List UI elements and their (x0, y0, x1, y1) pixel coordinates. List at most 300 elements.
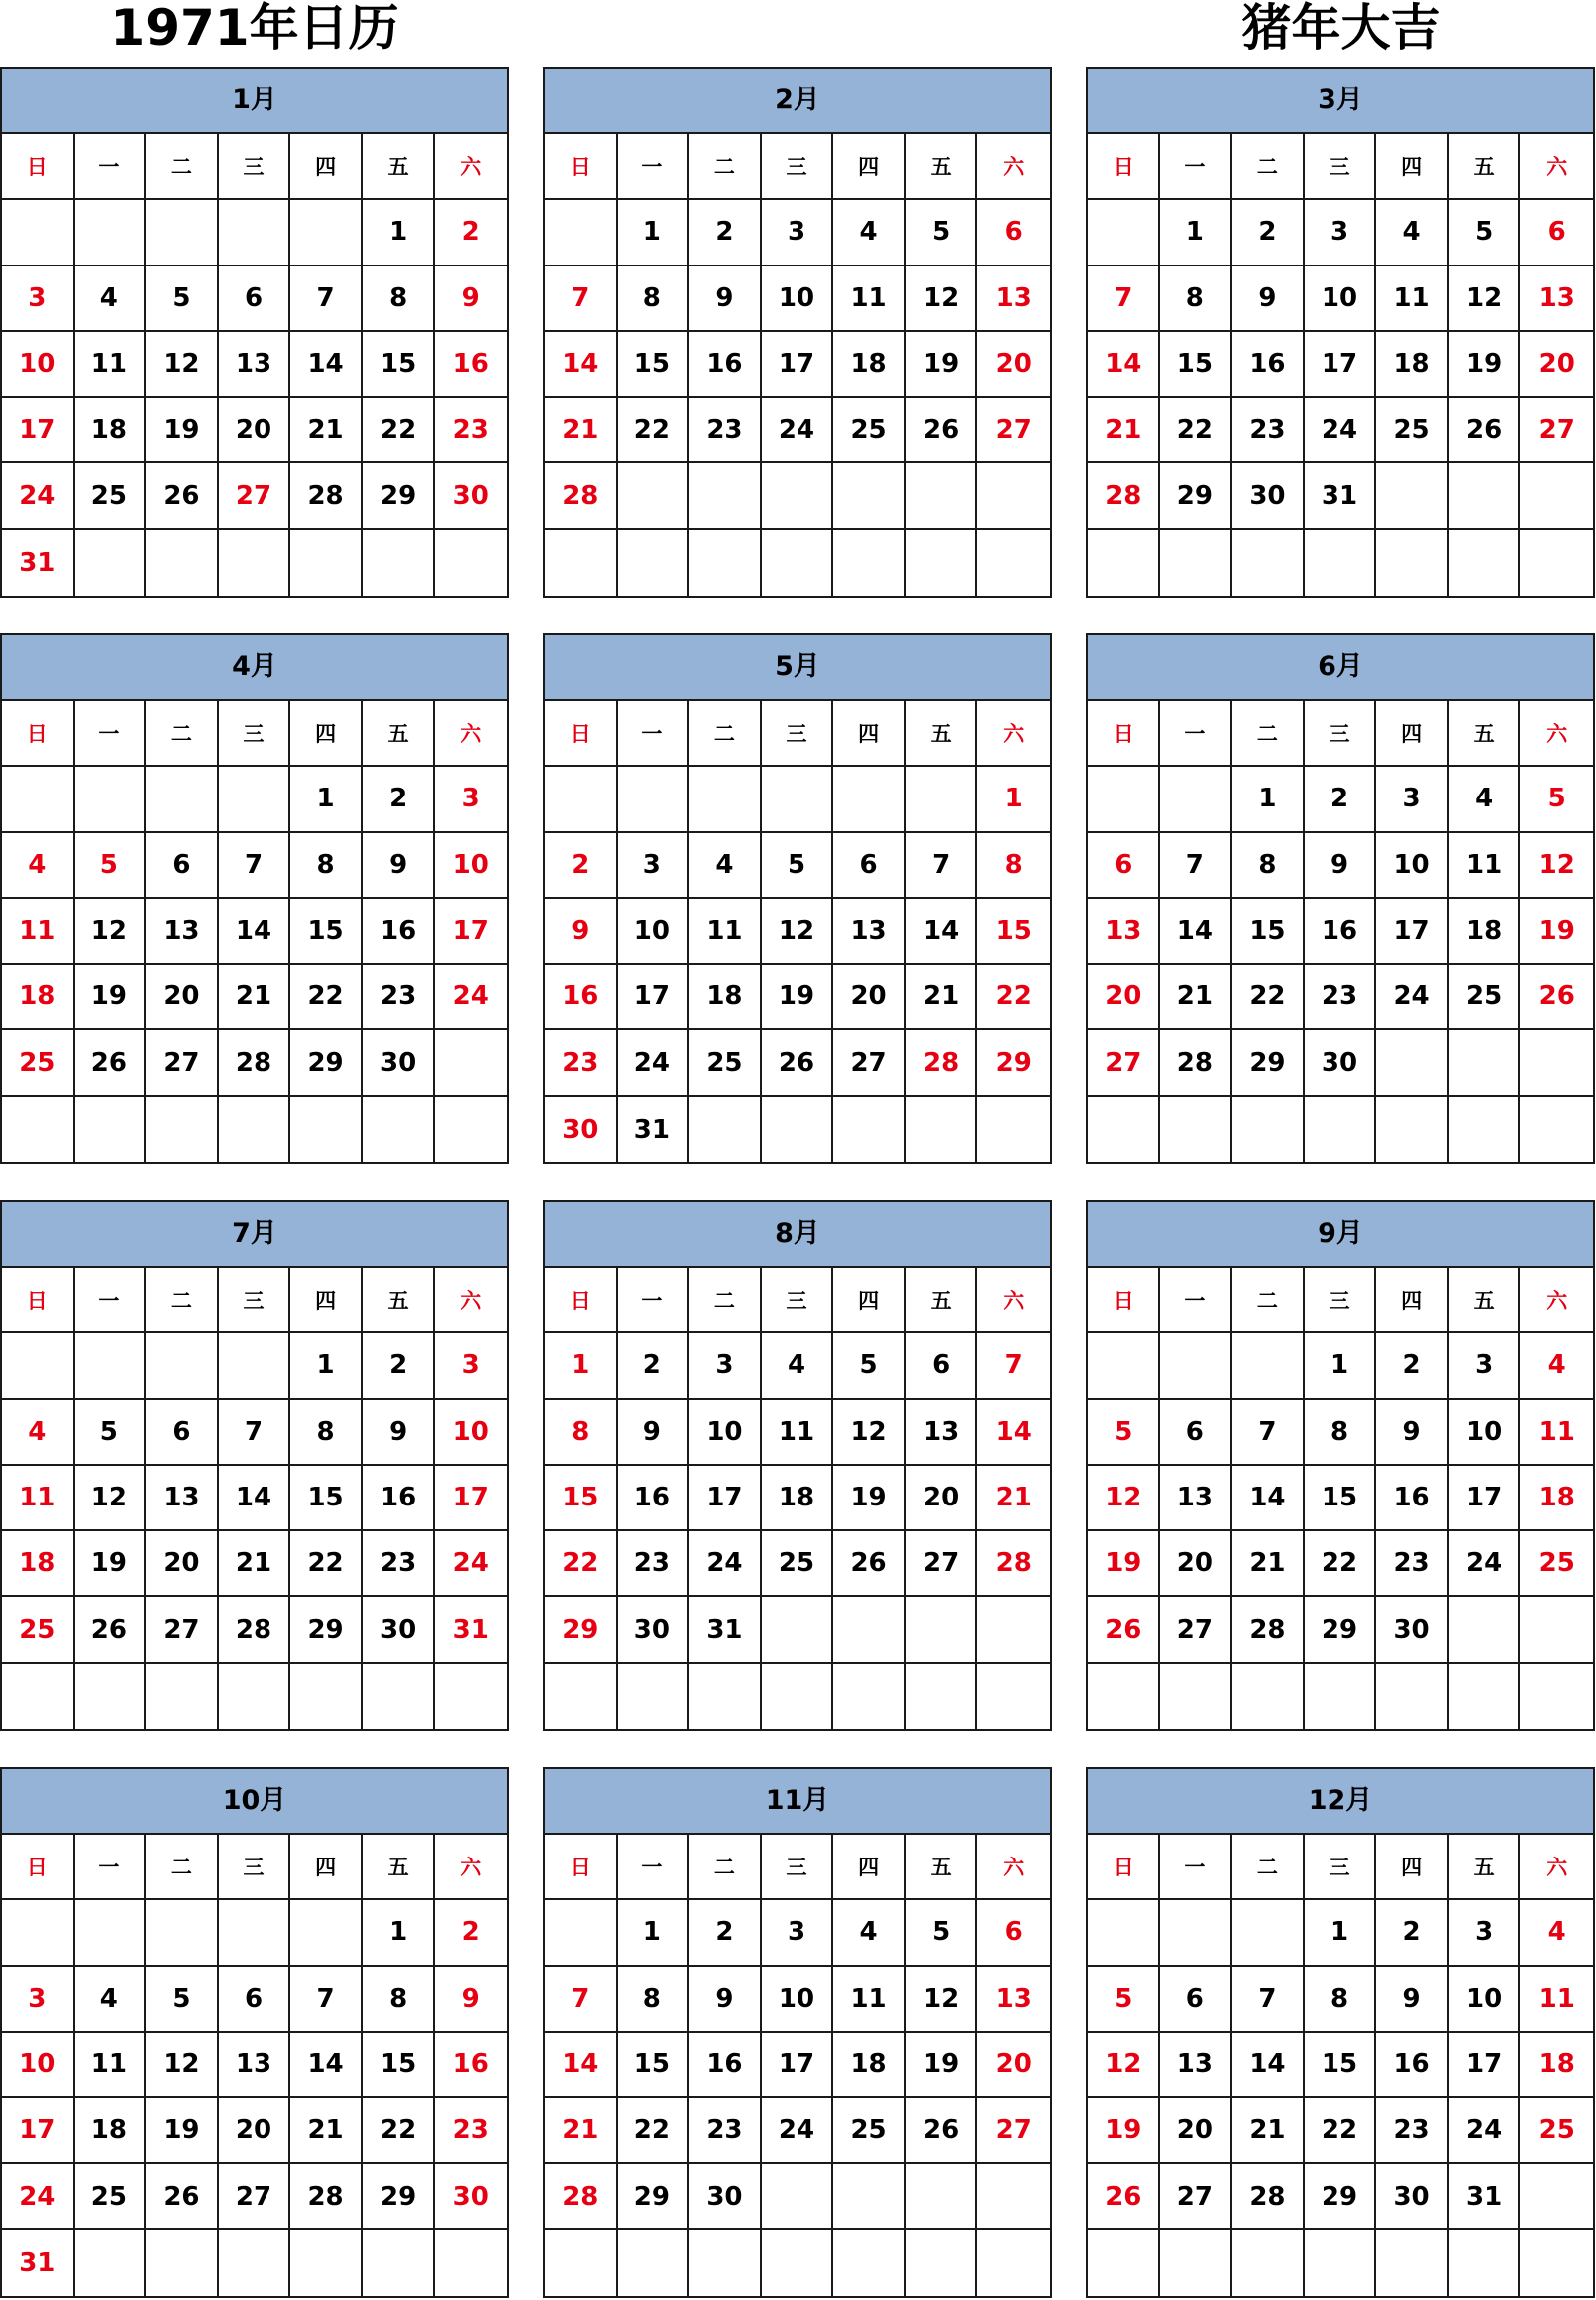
day-cell: 17 (435, 1466, 507, 1531)
day-cell: 29 (290, 1030, 363, 1096)
day-cell: 22 (290, 965, 363, 1030)
day-cell: 20 (977, 2033, 1050, 2098)
day-cell: 2 (435, 1900, 507, 1966)
day-cell: 14 (290, 2033, 363, 2098)
empty-cell (2, 767, 75, 832)
day-cell: 2 (363, 1333, 436, 1399)
day-cell: 15 (618, 2033, 690, 2098)
day-cell: 12 (1520, 833, 1593, 899)
day-cell: 4 (1449, 767, 1521, 832)
day-cell: 1 (977, 767, 1050, 832)
day-cell: 24 (762, 398, 834, 463)
day-cell: 8 (290, 833, 363, 899)
empty-cell (833, 463, 906, 529)
day-cell: 20 (977, 332, 1050, 398)
empty-cell (219, 1900, 291, 1966)
month-title: 9月 (1088, 1202, 1593, 1268)
day-cell: 19 (906, 2033, 978, 2098)
month-title: 1月 (2, 69, 507, 134)
day-cell: 9 (618, 1400, 690, 1466)
day-grid (545, 701, 1050, 1162)
month-calendar (543, 633, 1052, 1164)
day-cell: 3 (435, 767, 507, 832)
day-grid (2, 134, 507, 596)
day-cell: 16 (618, 1466, 690, 1531)
empty-cell (146, 530, 219, 596)
day-cell: 4 (833, 200, 906, 265)
empty-cell (1520, 1664, 1593, 1729)
day-cell: 30 (435, 2164, 507, 2229)
day-cell: 26 (906, 398, 978, 463)
day-cell: 18 (1449, 899, 1521, 965)
day-cell: 29 (1305, 2164, 1377, 2229)
day-cell: 13 (219, 332, 291, 398)
day-cell: 15 (363, 2033, 436, 2098)
empty-cell (1160, 1664, 1233, 1729)
empty-cell (762, 2230, 834, 2296)
day-cell: 22 (977, 965, 1050, 1030)
day-cell: 31 (689, 1597, 762, 1663)
month-calendar (1086, 1767, 1595, 2298)
weekday-header: 五 (1449, 1835, 1521, 1900)
day-cell: 31 (1305, 463, 1377, 529)
day-grid (545, 1268, 1050, 1729)
day-cell: 28 (290, 463, 363, 529)
empty-cell (75, 2230, 147, 2296)
weekday-header: 二 (1232, 1835, 1305, 1900)
empty-cell (545, 767, 618, 832)
day-cell: 21 (290, 398, 363, 463)
empty-cell (1088, 200, 1160, 265)
day-cell: 13 (906, 1400, 978, 1466)
day-cell: 23 (435, 2098, 507, 2164)
day-cell: 5 (146, 266, 219, 332)
empty-cell (75, 1664, 147, 1729)
day-cell: 27 (833, 1030, 906, 1096)
weekday-header: 四 (833, 701, 906, 767)
empty-cell (363, 530, 436, 596)
empty-cell (1232, 2230, 1305, 2296)
day-cell: 8 (1232, 833, 1305, 899)
empty-cell (75, 1333, 147, 1399)
day-cell: 26 (833, 1531, 906, 1597)
weekday-header: 一 (618, 1835, 690, 1900)
day-cell: 25 (1376, 398, 1449, 463)
month-calendar (1086, 1200, 1595, 1731)
day-cell: 24 (435, 965, 507, 1030)
empty-cell (219, 767, 291, 832)
weekday-header: 二 (146, 134, 219, 200)
day-cell: 28 (906, 1030, 978, 1096)
day-cell: 17 (435, 899, 507, 965)
day-cell: 5 (146, 1967, 219, 2033)
empty-cell (1088, 530, 1160, 596)
day-cell: 10 (762, 266, 834, 332)
weekday-header: 日 (545, 134, 618, 200)
empty-cell (906, 2230, 978, 2296)
day-cell: 28 (545, 463, 618, 529)
day-cell: 22 (1305, 1531, 1377, 1597)
day-cell: 9 (545, 899, 618, 965)
day-cell: 6 (146, 833, 219, 899)
empty-cell (762, 1597, 834, 1663)
day-cell: 19 (75, 965, 147, 1030)
empty-cell (219, 530, 291, 596)
month-calendar (1086, 633, 1595, 1164)
day-cell: 30 (618, 1597, 690, 1663)
month-title: 10月 (2, 1769, 507, 1835)
day-cell: 20 (1160, 2098, 1233, 2164)
empty-cell (906, 530, 978, 596)
day-cell: 1 (618, 200, 690, 265)
day-cell: 30 (689, 2164, 762, 2229)
month-title: 2月 (545, 69, 1050, 134)
day-cell: 4 (2, 833, 75, 899)
day-cell: 30 (363, 1030, 436, 1096)
day-cell: 28 (545, 2164, 618, 2229)
weekday-header: 五 (363, 701, 436, 767)
empty-cell (290, 1664, 363, 1729)
day-grid (545, 1835, 1050, 2296)
empty-cell (146, 1097, 219, 1162)
day-cell: 23 (1232, 398, 1305, 463)
day-cell: 12 (906, 1967, 978, 2033)
weekday-header: 六 (1520, 701, 1593, 767)
day-cell: 14 (219, 899, 291, 965)
day-cell: 14 (977, 1400, 1050, 1466)
day-cell: 23 (1305, 965, 1377, 1030)
day-cell: 7 (1088, 266, 1160, 332)
weekday-header: 六 (977, 1268, 1050, 1333)
day-cell: 22 (1232, 965, 1305, 1030)
weekday-header: 日 (1088, 701, 1160, 767)
day-cell: 16 (363, 899, 436, 965)
day-cell: 9 (1376, 1967, 1449, 2033)
day-cell: 10 (1449, 1967, 1521, 2033)
weekday-header: 一 (618, 1268, 690, 1333)
day-cell: 11 (833, 1967, 906, 2033)
weekday-header: 二 (1232, 134, 1305, 200)
day-cell: 20 (146, 965, 219, 1030)
day-cell: 7 (906, 833, 978, 899)
day-cell: 24 (1449, 1531, 1521, 1597)
page-slogan: 猪年大吉 (1241, 0, 1441, 57)
day-cell: 16 (689, 332, 762, 398)
day-cell: 11 (75, 2033, 147, 2098)
day-cell: 22 (363, 398, 436, 463)
empty-cell (762, 1664, 834, 1729)
day-cell: 21 (906, 965, 978, 1030)
day-cell: 23 (363, 1531, 436, 1597)
empty-cell (1449, 530, 1521, 596)
empty-cell (146, 2230, 219, 2296)
month-calendar (543, 67, 1052, 598)
day-cell: 11 (1376, 266, 1449, 332)
weekday-header: 二 (689, 1835, 762, 1900)
empty-cell (146, 1900, 219, 1966)
day-cell: 4 (833, 1900, 906, 1966)
day-cell: 27 (1160, 2164, 1233, 2229)
day-cell: 11 (833, 266, 906, 332)
weekday-header: 五 (363, 1268, 436, 1333)
day-cell: 30 (1376, 2164, 1449, 2229)
weekday-header: 三 (1305, 701, 1377, 767)
day-cell: 16 (1305, 899, 1377, 965)
day-cell: 5 (1449, 200, 1521, 265)
day-cell: 4 (75, 1967, 147, 2033)
day-cell: 7 (545, 1967, 618, 2033)
day-cell: 25 (2, 1597, 75, 1663)
weekday-header: 日 (2, 701, 75, 767)
empty-cell (290, 1900, 363, 1966)
day-cell: 25 (1520, 1531, 1593, 1597)
empty-cell (833, 767, 906, 832)
day-cell: 15 (363, 332, 436, 398)
empty-cell (1305, 1664, 1377, 1729)
empty-cell (219, 1333, 291, 1399)
day-cell: 11 (2, 899, 75, 965)
empty-cell (219, 200, 291, 265)
empty-cell (435, 1097, 507, 1162)
empty-cell (1520, 530, 1593, 596)
day-cell: 28 (1232, 2164, 1305, 2229)
empty-cell (1449, 1030, 1521, 1096)
day-cell: 15 (1305, 1466, 1377, 1531)
day-cell: 16 (1376, 1466, 1449, 1531)
day-grid (1088, 1835, 1593, 2296)
day-cell: 27 (977, 2098, 1050, 2164)
day-cell: 31 (2, 530, 75, 596)
day-cell: 3 (1305, 200, 1377, 265)
day-cell: 1 (1160, 200, 1233, 265)
day-cell: 6 (1160, 1967, 1233, 2033)
day-cell: 13 (146, 899, 219, 965)
empty-cell (290, 1097, 363, 1162)
weekday-header: 二 (1232, 701, 1305, 767)
day-cell: 27 (977, 398, 1050, 463)
empty-cell (1305, 1097, 1377, 1162)
weekday-header: 三 (219, 1268, 291, 1333)
day-cell: 19 (906, 332, 978, 398)
day-cell: 20 (146, 1531, 219, 1597)
day-cell: 9 (689, 1967, 762, 2033)
day-cell: 12 (833, 1400, 906, 1466)
empty-cell (977, 1097, 1050, 1162)
empty-cell (1088, 1097, 1160, 1162)
day-cell: 11 (1449, 833, 1521, 899)
day-cell: 7 (977, 1333, 1050, 1399)
day-cell: 26 (762, 1030, 834, 1096)
day-cell: 10 (435, 1400, 507, 1466)
empty-cell (363, 1097, 436, 1162)
weekday-header: 一 (75, 1835, 147, 1900)
day-cell: 19 (1520, 899, 1593, 965)
day-cell: 6 (219, 266, 291, 332)
weekday-header: 三 (762, 134, 834, 200)
day-cell: 24 (2, 463, 75, 529)
empty-cell (1520, 463, 1593, 529)
day-cell: 10 (1449, 1400, 1521, 1466)
weekday-header: 五 (906, 1268, 978, 1333)
empty-cell (977, 1597, 1050, 1663)
day-cell: 20 (1520, 332, 1593, 398)
day-cell: 25 (1520, 2098, 1593, 2164)
day-cell: 17 (762, 332, 834, 398)
day-cell: 8 (545, 1400, 618, 1466)
day-cell: 8 (618, 1967, 690, 2033)
empty-cell (1305, 530, 1377, 596)
day-cell: 12 (1449, 266, 1521, 332)
empty-cell (1376, 2230, 1449, 2296)
day-cell: 17 (1376, 899, 1449, 965)
weekday-header: 二 (146, 701, 219, 767)
day-cell: 28 (290, 2164, 363, 2229)
empty-cell (1088, 2230, 1160, 2296)
day-cell: 30 (545, 1097, 618, 1162)
day-cell: 3 (618, 833, 690, 899)
empty-cell (1376, 1030, 1449, 1096)
day-cell: 23 (363, 965, 436, 1030)
weekday-header: 三 (762, 1268, 834, 1333)
day-cell: 3 (435, 1333, 507, 1399)
day-cell: 14 (545, 2033, 618, 2098)
day-cell: 6 (1088, 833, 1160, 899)
weekday-header: 四 (833, 134, 906, 200)
day-cell: 8 (618, 266, 690, 332)
weekday-header: 五 (1449, 1268, 1521, 1333)
day-cell: 18 (833, 2033, 906, 2098)
empty-cell (2, 1097, 75, 1162)
day-cell: 4 (1520, 1333, 1593, 1399)
day-cell: 24 (2, 2164, 75, 2229)
day-cell: 9 (1305, 833, 1377, 899)
day-cell: 14 (1160, 899, 1233, 965)
day-cell: 5 (1088, 1967, 1160, 2033)
empty-cell (1160, 1900, 1233, 1966)
day-cell: 22 (618, 398, 690, 463)
month-title: 3月 (1088, 69, 1593, 134)
day-cell: 19 (146, 2098, 219, 2164)
day-cell: 1 (363, 1900, 436, 1966)
day-cell: 19 (1449, 332, 1521, 398)
day-cell: 14 (219, 1466, 291, 1531)
weekday-header: 六 (435, 1835, 507, 1900)
day-cell: 12 (75, 1466, 147, 1531)
day-cell: 15 (1232, 899, 1305, 965)
weekday-header: 二 (1232, 1268, 1305, 1333)
day-cell: 13 (146, 1466, 219, 1531)
day-cell: 12 (146, 332, 219, 398)
day-cell: 23 (689, 2098, 762, 2164)
day-cell: 6 (977, 200, 1050, 265)
day-grid (1088, 134, 1593, 596)
weekday-header: 五 (363, 134, 436, 200)
day-cell: 21 (219, 1531, 291, 1597)
empty-cell (75, 530, 147, 596)
day-cell: 24 (1376, 965, 1449, 1030)
empty-cell (545, 2230, 618, 2296)
day-cell: 28 (1088, 463, 1160, 529)
weekday-header: 三 (219, 1835, 291, 1900)
empty-cell (977, 1664, 1050, 1729)
empty-cell (833, 1664, 906, 1729)
day-cell: 2 (689, 1900, 762, 1966)
day-cell: 27 (1160, 1597, 1233, 1663)
weekday-header: 日 (2, 134, 75, 200)
day-cell: 7 (219, 833, 291, 899)
day-cell: 20 (1088, 965, 1160, 1030)
day-cell: 13 (977, 266, 1050, 332)
empty-cell (435, 2230, 507, 2296)
empty-cell (977, 2230, 1050, 2296)
weekday-header: 五 (906, 134, 978, 200)
empty-cell (1376, 1097, 1449, 1162)
empty-cell (906, 1597, 978, 1663)
day-cell: 24 (689, 1531, 762, 1597)
day-cell: 9 (1232, 266, 1305, 332)
weekday-header: 六 (1520, 134, 1593, 200)
empty-cell (2, 1333, 75, 1399)
day-cell: 25 (1449, 965, 1521, 1030)
day-cell: 21 (1232, 2098, 1305, 2164)
day-cell: 1 (290, 1333, 363, 1399)
day-cell: 23 (545, 1030, 618, 1096)
day-cell: 7 (1232, 1400, 1305, 1466)
day-cell: 3 (2, 1967, 75, 2033)
day-cell: 17 (2, 398, 75, 463)
month-calendar (0, 1200, 509, 1731)
empty-cell (290, 2230, 363, 2296)
empty-cell (833, 530, 906, 596)
day-cell: 31 (435, 1597, 507, 1663)
day-cell: 7 (290, 1967, 363, 2033)
day-cell: 20 (219, 2098, 291, 2164)
day-cell: 17 (689, 1466, 762, 1531)
day-cell: 13 (977, 1967, 1050, 2033)
empty-cell (146, 1664, 219, 1729)
day-cell: 1 (1305, 1333, 1377, 1399)
empty-cell (1088, 1900, 1160, 1966)
weekday-header: 一 (1160, 134, 1233, 200)
empty-cell (435, 1664, 507, 1729)
empty-cell (1449, 2230, 1521, 2296)
day-cell: 27 (146, 1030, 219, 1096)
day-cell: 14 (1232, 2033, 1305, 2098)
day-cell: 26 (1088, 2164, 1160, 2229)
day-cell: 13 (1520, 266, 1593, 332)
empty-cell (1376, 530, 1449, 596)
day-cell: 22 (290, 1531, 363, 1597)
empty-cell (1232, 1900, 1305, 1966)
day-cell: 23 (435, 398, 507, 463)
empty-cell (75, 200, 147, 265)
month-calendar (1086, 67, 1595, 598)
day-cell: 27 (146, 1597, 219, 1663)
day-cell: 18 (2, 965, 75, 1030)
day-cell: 21 (290, 2098, 363, 2164)
day-cell: 22 (1305, 2098, 1377, 2164)
day-cell: 14 (1088, 332, 1160, 398)
day-cell: 16 (1232, 332, 1305, 398)
day-cell: 17 (1305, 332, 1377, 398)
day-cell: 6 (219, 1967, 291, 2033)
weekday-header: 六 (1520, 1268, 1593, 1333)
day-cell: 15 (1160, 332, 1233, 398)
day-cell: 23 (618, 1531, 690, 1597)
weekday-header: 日 (1088, 134, 1160, 200)
empty-cell (977, 2164, 1050, 2229)
weekday-header: 一 (75, 1268, 147, 1333)
